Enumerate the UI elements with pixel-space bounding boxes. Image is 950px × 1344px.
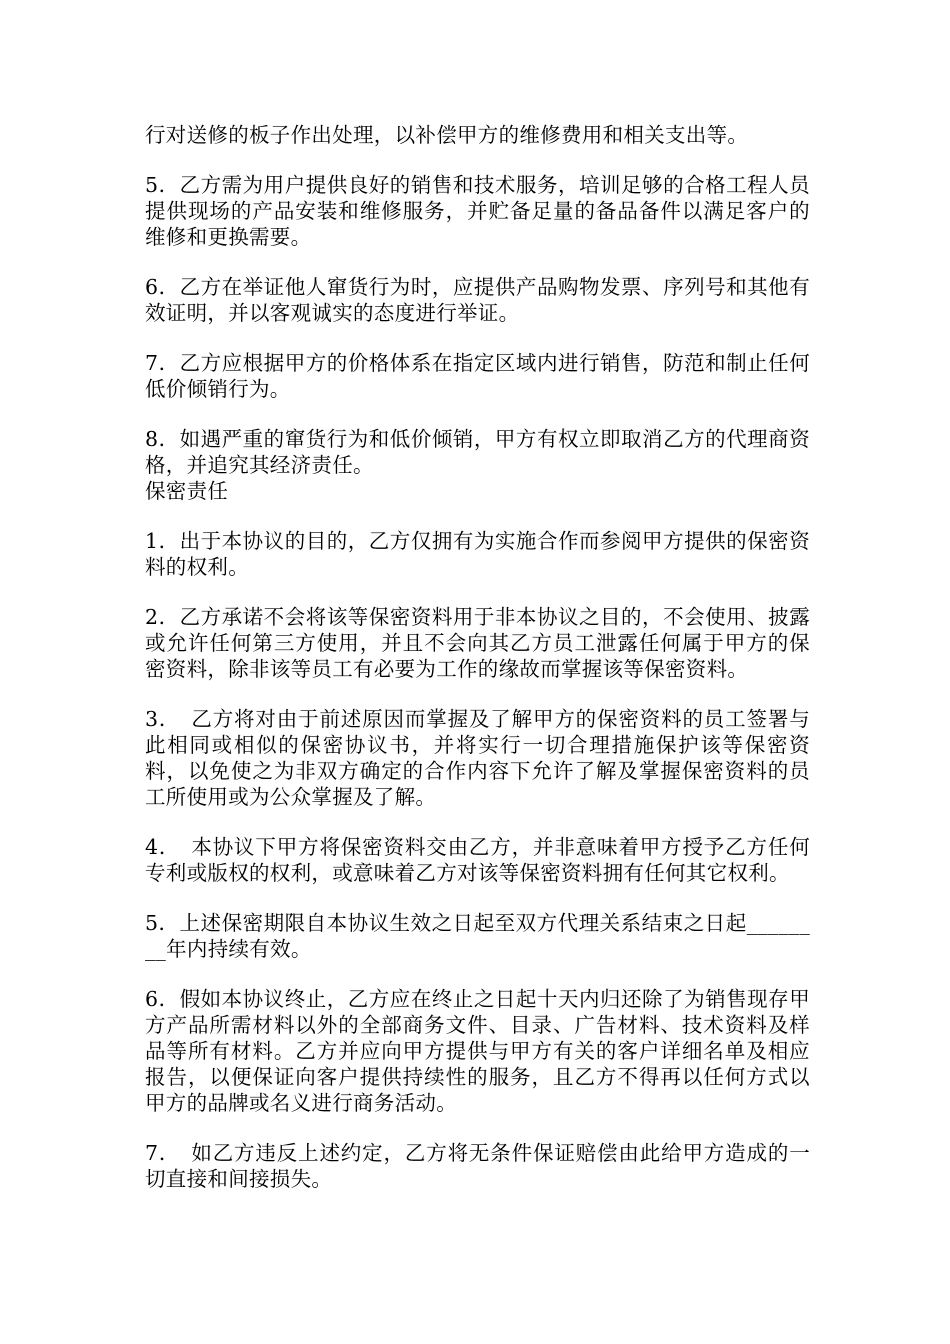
paragraph-item-7: 7．乙方应根据甲方的价格体系在指定区域内进行销售，防范和制止任何低价倾销行为。 <box>145 351 810 401</box>
confidentiality-item-1: 1．出于本协议的目的，乙方仅拥有为实施合作而参阅甲方提供的保密资料的权利。 <box>145 529 810 579</box>
paragraph-item-6: 6．乙方在举证他人窜货行为时，应提供产品购物发票、序列号和其他有效证明，并以客观诚实的态度进行举证。 <box>145 275 810 325</box>
section-heading-confidentiality: 保密责任 <box>145 479 229 503</box>
confidentiality-item-5: 5．上述保密期限自本协议生效之日起至双方代理关系结束之日起________年内持续有效。 <box>145 911 810 961</box>
paragraph-item-8: 8．如遇严重的窜货行为和低价倾销，甲方有权立即取消乙方的代理商资格，并追究其经济责任。 <box>145 427 810 477</box>
paragraph-continuation: 行对送修的板子作出处理，以补偿甲方的维修费用和相关支出等。 <box>145 123 749 147</box>
paragraph-item-5: 5．乙方需为用户提供良好的销售和技术服务，培训足够的合格工程人员提供现场的产品安装和维修服务，并贮备足量的备品备件以满足客户的维修和更换需要。 <box>145 173 810 249</box>
document-page <box>145 122 810 1216</box>
confidentiality-item-7: 7． 如乙方违反上述约定，乙方将无条件保证赔偿由此给甲方造成的一切直接和间接损失。 <box>145 1141 810 1191</box>
confidentiality-item-6: 6．假如本协议终止，乙方应在终止之日起十天内归还除了为销售现存甲方产品所需材料以外的全部商务文件、目录、广告材料、技术资料及样品等所有材料。乙方并应向甲方提供与甲方有关的客户详细名单及相应报告，以便保证向客户提供持续性的服务，且乙方不得再以任何方式以甲方的品牌或名义进行商务活动。 <box>145 987 810 1115</box>
confidentiality-item-2: 2．乙方承诺不会将该等保密资料用于非本协议之目的，不会使用、披露或允许任何第三方使用，并且不会向其乙方员工泄露任何属于甲方的保密资料，除非该等员工有必要为工作的缘故而掌握该等保密资料。 <box>145 605 810 681</box>
confidentiality-item-4: 4． 本协议下甲方将保密资料交由乙方，并非意味着甲方授予乙方任何专利或版权的权利，或意味着乙方对该等保密资料拥有任何其它权利。 <box>145 835 810 885</box>
confidentiality-item-3: 3． 乙方将对由于前述原因而掌握及了解甲方的保密资料的员工签署与此相同或相似的保密协议书，并将实行一切合理措施保护该等保密资料，以免使之为非双方确定的合作内容下允许了解及掌握保密资料的员工所使用或为公众掌握及了解。 <box>145 707 810 809</box>
